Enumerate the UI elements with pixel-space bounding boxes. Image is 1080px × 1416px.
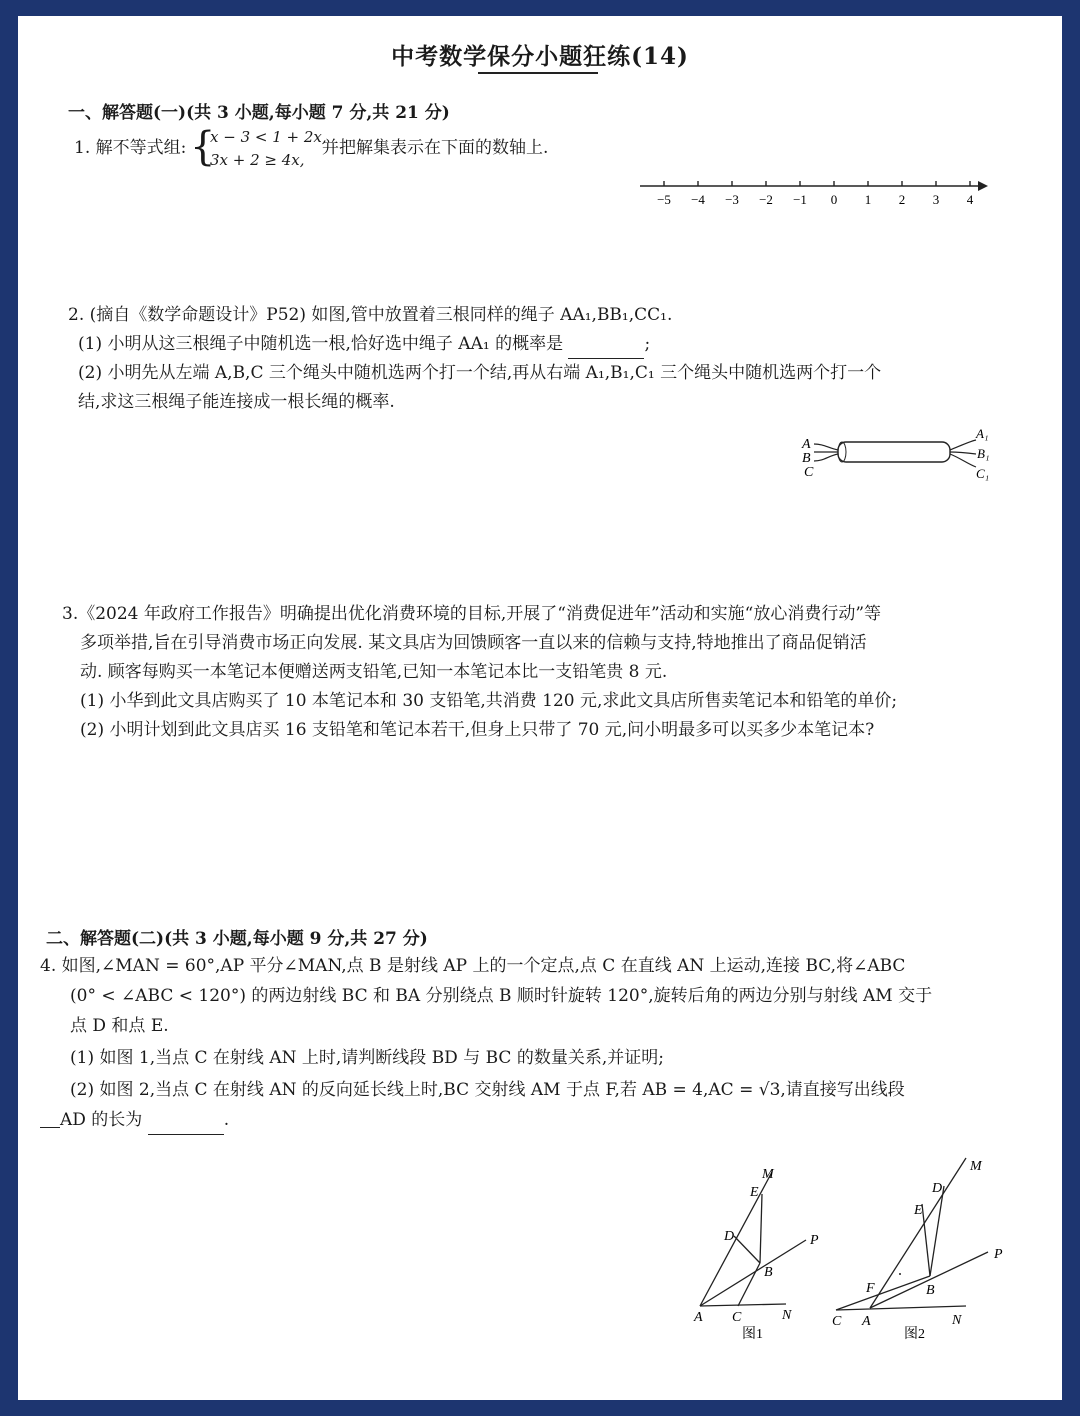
q1-prefix: 1. 解不等式组: bbox=[74, 138, 187, 158]
fig2-label-e: E bbox=[914, 1203, 923, 1218]
q4-part1: (1) 如图 1,当点 C 在射线 AN 上时,请判断线段 BD 与 BC 的数量关系,并证明; bbox=[70, 1048, 664, 1068]
fig1-label-b: B bbox=[764, 1265, 773, 1280]
q2-part2-line2: 结,求这三根绳子能连接成一根长绳的概率. bbox=[78, 392, 395, 412]
fig1-label-c: C bbox=[732, 1310, 742, 1325]
fig2-label-n: N bbox=[952, 1313, 962, 1328]
number-line-tick-label: 0 bbox=[830, 192, 838, 207]
section1-heading: 一、解答题(一)(共 3 小题,每小题 7 分,共 21 分) bbox=[68, 103, 450, 123]
number-line-tick-label: 3 bbox=[932, 192, 940, 207]
number-line-tick-label: 2 bbox=[898, 192, 906, 207]
q1-suffix: 并把解集表示在下面的数轴上. bbox=[322, 138, 549, 158]
fig1-label-d: D bbox=[724, 1229, 735, 1244]
fig1-label-p: P bbox=[810, 1233, 819, 1248]
q3-line3: 动. 顾客每购买一本笔记本便赠送两支铅笔,已知一本笔记本比一支铅笔贵 8 元. bbox=[80, 662, 668, 682]
q2-part1-end: ; bbox=[644, 334, 651, 354]
tube-label-a1: A₁ bbox=[976, 426, 989, 441]
fig2-label-d: D bbox=[932, 1181, 943, 1196]
fig2-label-c: C bbox=[832, 1314, 842, 1329]
q2-part1 bbox=[78, 330, 650, 359]
fig2-label-f: F bbox=[866, 1281, 875, 1296]
number-line-tick-label: −1 bbox=[793, 192, 807, 207]
number-line-arrow bbox=[978, 181, 988, 191]
fig1-label-a: A bbox=[694, 1310, 703, 1325]
tube-label-b: B bbox=[802, 451, 811, 466]
number-line-tick-label: 4 bbox=[966, 192, 974, 207]
q3-part2: (2) 小明计划到此文具店买 16 支铅笔和笔记本若干,但身上只带了 70 元,问小明最多可以买多少本笔记本? bbox=[80, 720, 875, 740]
tube bbox=[838, 442, 950, 462]
fig2-label-p: P bbox=[994, 1247, 1003, 1262]
number-line-tick-label: −5 bbox=[657, 192, 671, 207]
number-line-tick-label: 1 bbox=[864, 192, 872, 207]
q3-part1: (1) 小华到此文具店购买了 10 本笔记本和 30 支铅笔,共消费 120 元,求此文具店所售卖笔记本和铅笔的单价; bbox=[80, 691, 898, 711]
q4-line2: (0° < ∠ABC < 120°) 的两边射线 BC 和 BA 分别绕点 B 顺时针旋转 120°,旋转后角的两边分别与射线 AM 交于 bbox=[70, 986, 933, 1006]
tube-label-c1: C₁ bbox=[976, 466, 990, 481]
number-line-tick-label: −3 bbox=[725, 192, 739, 207]
fig1-label-n: N bbox=[782, 1308, 792, 1323]
fig1-label-m: M bbox=[762, 1167, 774, 1182]
number-line bbox=[636, 172, 998, 212]
page-title: 中考数学保分小题狂练(14) bbox=[391, 43, 689, 70]
number-line-tick-label: −2 bbox=[759, 192, 773, 207]
q4-answer-blank[interactable] bbox=[148, 1116, 224, 1135]
q4-line3: 点 D 和点 E. bbox=[70, 1016, 169, 1036]
fig2-caption: 图2 bbox=[904, 1327, 925, 1342]
q4-line1: 4. 如图,∠MAN = 60°,AP 平分∠MAN,点 B 是射线 AP 上的一个定点,点 C 在直线 AN 上运动,连接 BC,将∠ABC bbox=[40, 956, 906, 976]
q2-lead: 2. (摘自《数学命题设计》P52) 如图,管中放置着三根同样的绳子 AA₁,BB₁,CC₁. bbox=[68, 305, 673, 325]
fig2-label-a: A bbox=[862, 1314, 871, 1329]
q3-line2: 多项举措,旨在引导消费市场正向发展. 某文具店为回馈顾客一直以来的信赖与支持,特地推出了商品促销活 bbox=[80, 633, 867, 653]
q4-period: . bbox=[223, 1110, 230, 1130]
q2-part1-text: (1) 小明从这三根绳子中随机选一根,恰好选中绳子 AA₁ 的概率是 bbox=[78, 334, 564, 354]
fig2-label-m: M bbox=[970, 1159, 982, 1174]
title-underline bbox=[478, 72, 598, 74]
q3-line1: 3.《2024 年政府工作报告》明确提出优化消费环境的目标,开展了“消费促进年”活动和实施“放心消费行动”等 bbox=[62, 604, 882, 624]
system-brace: { bbox=[190, 124, 216, 170]
q2-answer-blank[interactable] bbox=[568, 340, 644, 359]
q4-part2-end bbox=[40, 1106, 229, 1135]
tube-label-c: C bbox=[804, 465, 814, 480]
q4-ad-length-text: AD 的长为 bbox=[60, 1110, 143, 1130]
q1-inequality-2: 3x + 2 ≥ 4x, bbox=[210, 151, 305, 169]
number-line-tick-label: −4 bbox=[691, 192, 705, 207]
q4-part2: (2) 如图 2,当点 C 在射线 AN 的反向延长线上时,BC 交射线 AM 于点 F,若 AB = 4,AC = √3,请直接写出线段 bbox=[70, 1080, 905, 1100]
q1-inequality-1: x − 3 < 1 + 2x, bbox=[210, 128, 327, 146]
q2-part2-line1: (2) 小明先从左端 A,B,C 三个绳头中随机选两个打一个结,再从右端 A₁,B₁,C₁ 三个绳头中随机选两个打一个 bbox=[78, 363, 882, 383]
tube-label-b1: B₁ bbox=[977, 446, 990, 461]
tube-figure bbox=[800, 422, 996, 482]
figure-1 bbox=[686, 1164, 826, 1342]
fig2-label-b: B bbox=[926, 1283, 935, 1298]
q4-underline-stub bbox=[40, 1113, 60, 1128]
figure-2 bbox=[826, 1144, 1006, 1342]
tube-label-a: A bbox=[802, 437, 811, 452]
section2-heading: 二、解答题(二)(共 3 小题,每小题 9 分,共 27 分) bbox=[46, 929, 428, 949]
fig1-caption: 图1 bbox=[742, 1327, 763, 1342]
worksheet-page bbox=[18, 16, 1062, 1400]
fig1-label-e: E bbox=[750, 1185, 759, 1200]
